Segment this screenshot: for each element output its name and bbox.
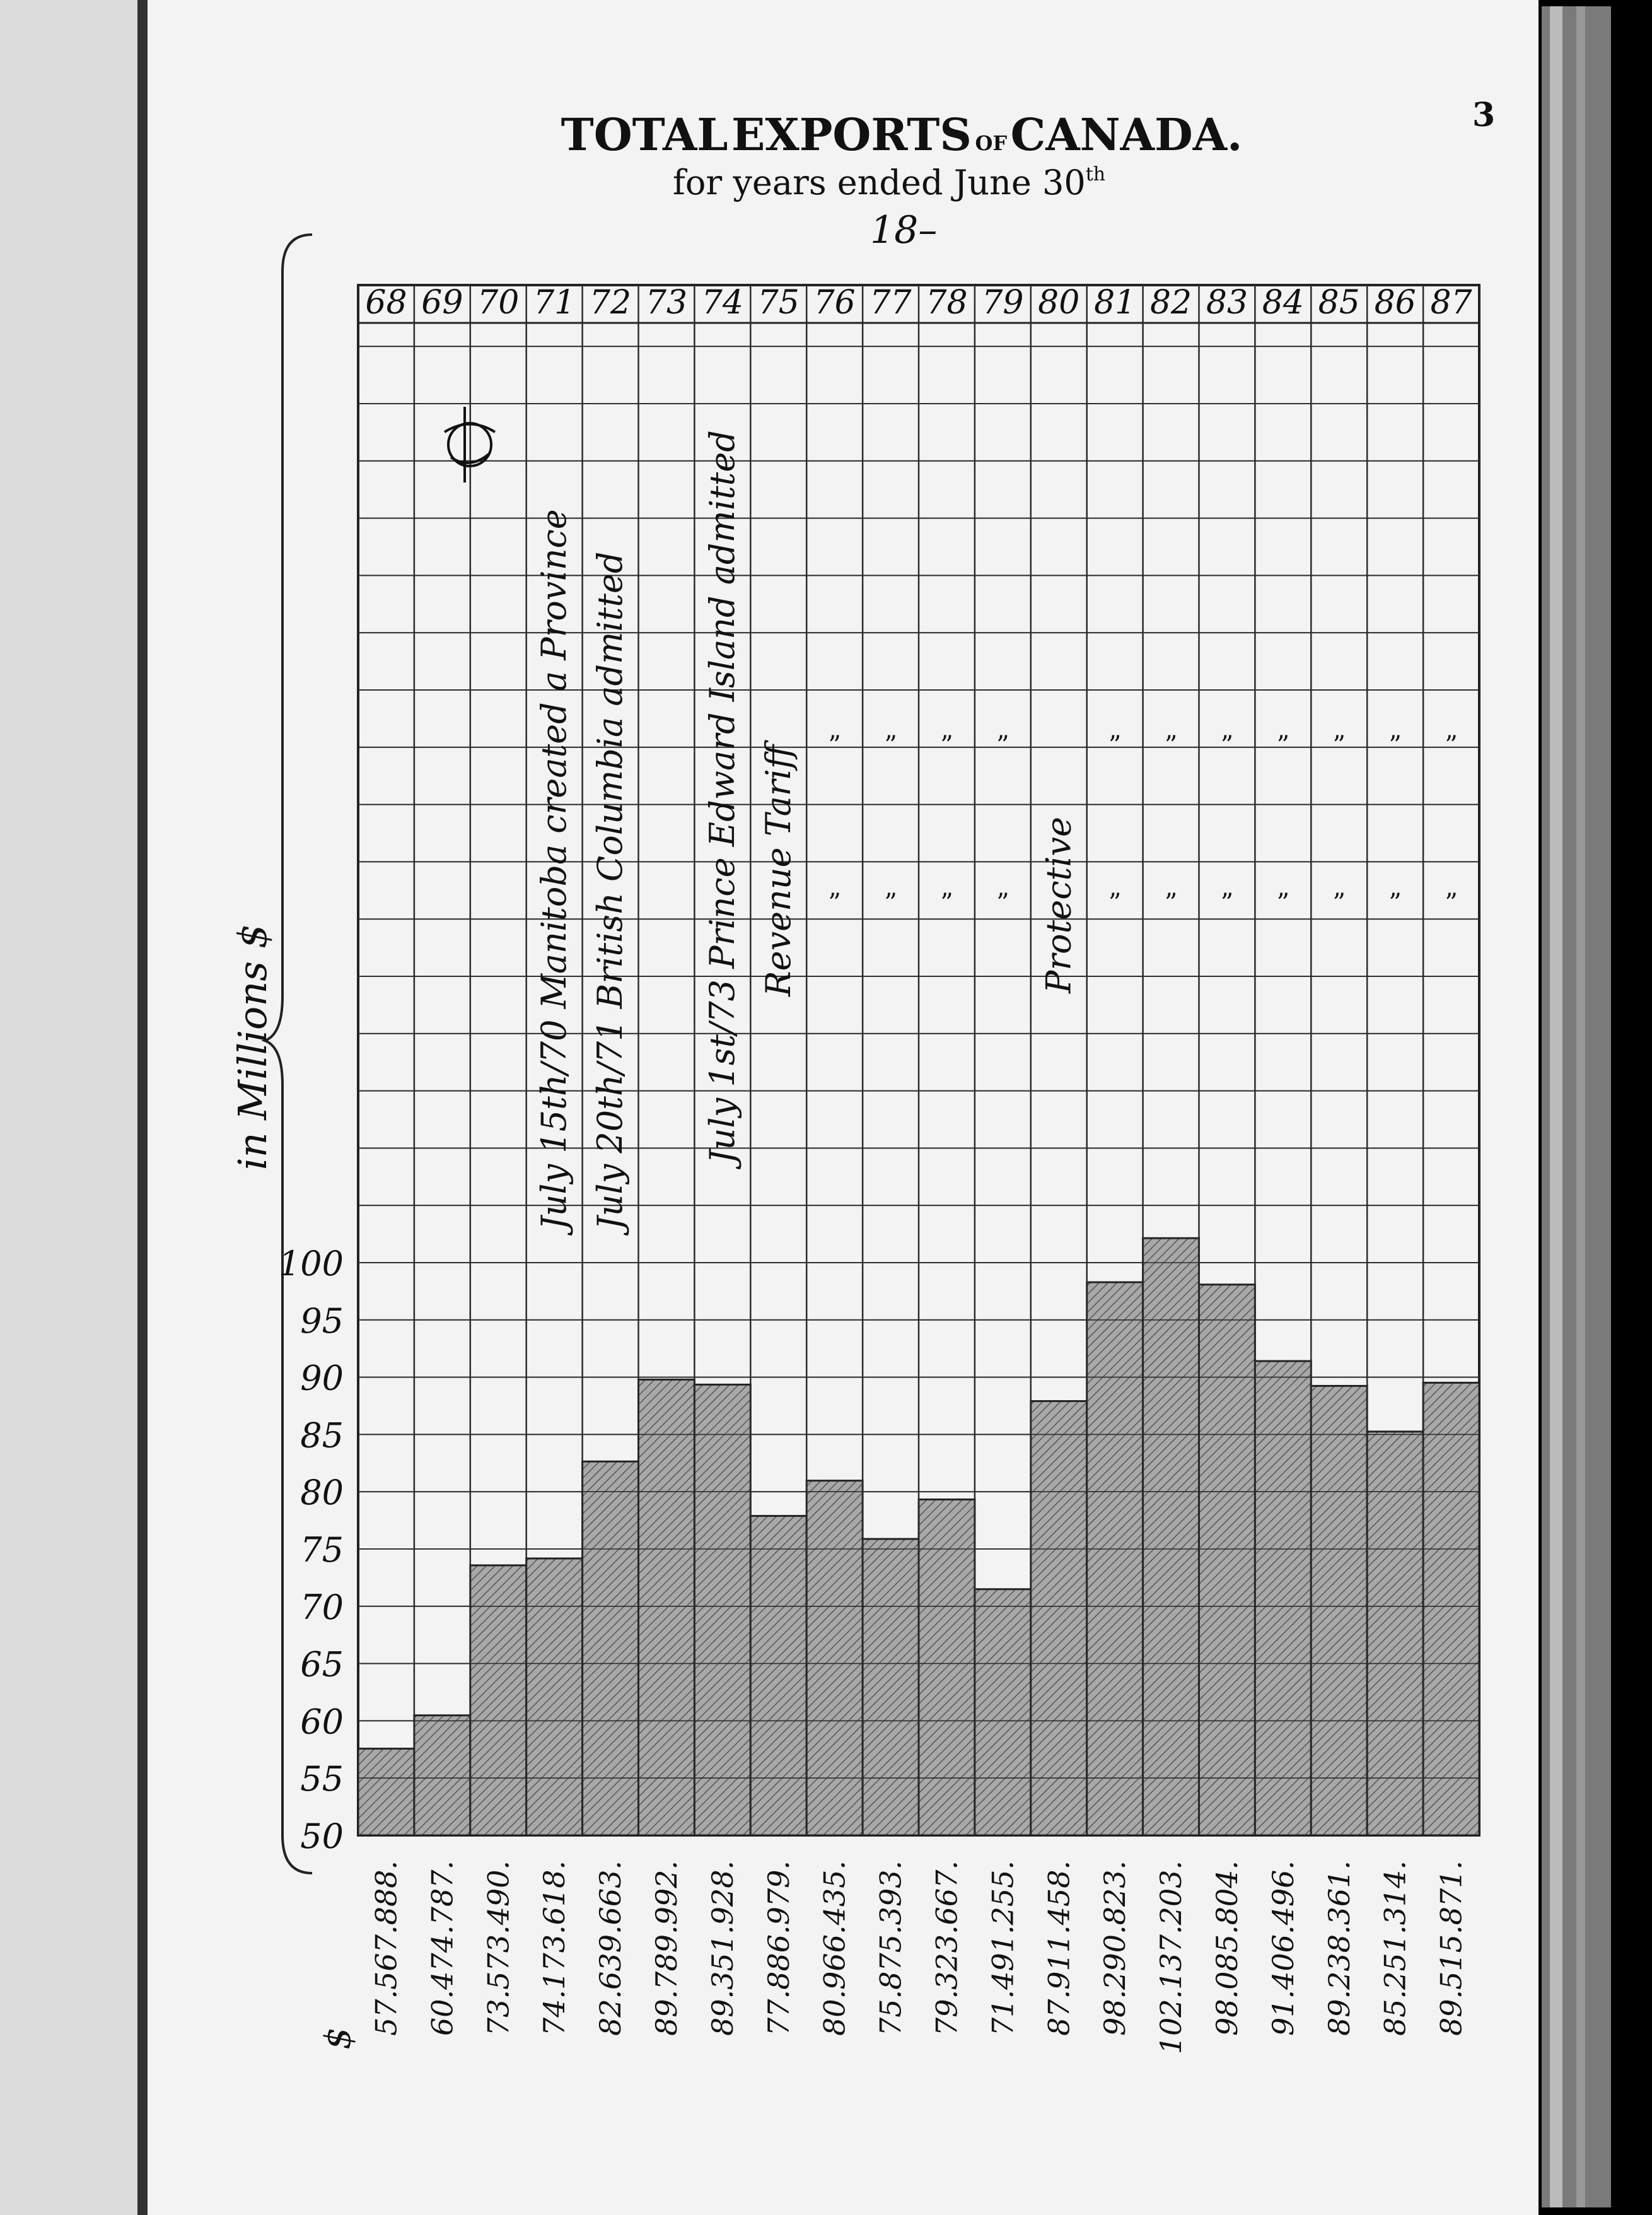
value-label-76: 80.966.435.	[817, 1861, 852, 2036]
page-gutter	[137, 0, 148, 2215]
page-number: 3	[1472, 96, 1496, 134]
subtitle-main: for years ended June 30	[672, 163, 1086, 202]
ditto-mark: ”	[1164, 731, 1178, 760]
left-page-fragment	[0, 0, 139, 2215]
ditto-mark: ”	[996, 889, 1009, 918]
bar-79	[975, 1589, 1031, 1835]
ditto-mark: ”	[1388, 731, 1402, 760]
value-label-79: 71.491.255.	[986, 1861, 1020, 2036]
currency-symbol: $	[318, 2027, 359, 2050]
bar-82	[1143, 1238, 1199, 1835]
value-label-72: 82.639.663.	[593, 1861, 628, 2036]
value-label-68: 57.567.888.	[369, 1861, 404, 2036]
ditto-mark: ”	[1220, 731, 1234, 760]
annotation-74: July 1st/73 Prince Edward Island admitted	[702, 430, 742, 1164]
ditto-mark: ”	[1220, 889, 1234, 918]
value-label-87: 89.515.871.	[1434, 1861, 1469, 2036]
x-tick-82: 82	[1149, 284, 1192, 322]
bar-72	[583, 1461, 639, 1835]
chart-title	[561, 108, 1243, 161]
bar-87	[1423, 1382, 1479, 1835]
ditto-mark: ”	[884, 889, 897, 918]
ditto-mark: ”	[1388, 889, 1402, 918]
value-label-86: 85.251.314.	[1378, 1861, 1412, 2036]
bar-71	[526, 1558, 583, 1835]
subtitle-sup: th	[1085, 163, 1106, 185]
ditto-mark: ”	[1108, 889, 1122, 918]
x-tick-74: 74	[701, 284, 743, 322]
value-label-69: 60.474.787.	[425, 1861, 460, 2036]
value-label-78: 79.323.667.	[929, 1861, 964, 2036]
x-tick-75: 75	[757, 284, 800, 322]
x-tick-69: 69	[421, 284, 463, 322]
ditto-mark: ”	[1108, 731, 1122, 760]
value-label-82: 102.137.203.	[1154, 1861, 1189, 2055]
x-tick-76: 76	[813, 284, 856, 322]
value-label-71: 74.173.618.	[537, 1861, 572, 2036]
year-prefix: 18–	[870, 208, 938, 252]
ditto-mark: ”	[884, 731, 897, 760]
ditto-mark: ”	[940, 889, 953, 918]
ditto-mark: ”	[1445, 731, 1458, 760]
x-tick-86: 86	[1374, 284, 1416, 322]
annotation-75: Revenue Tariff	[758, 744, 798, 996]
bar-77	[863, 1539, 919, 1835]
bar-81	[1087, 1282, 1143, 1835]
y-tick-75: 75	[300, 1530, 344, 1570]
y-tick-80: 80	[300, 1473, 344, 1513]
value-label-85: 89.238.361.	[1322, 1861, 1356, 2036]
value-label-75: 77.886.979.	[761, 1861, 796, 2036]
bar-76	[806, 1481, 863, 1835]
value-label-77: 75.875.393.	[873, 1861, 908, 2036]
x-tick-78: 78	[926, 284, 968, 322]
ditto-mark: ”	[1276, 889, 1290, 918]
value-label-83: 98.085.804.	[1209, 1861, 1244, 2036]
y-tick-55: 55	[300, 1759, 344, 1799]
value-label-74: 89.351.928.	[705, 1861, 740, 2036]
y-axis-label: in Millions $	[230, 923, 276, 1171]
value-label-73: 89.789.992.	[649, 1861, 683, 2036]
value-label-81: 98.290.823.	[1098, 1861, 1132, 2036]
x-tick-79: 79	[982, 284, 1024, 322]
bar-80	[1031, 1401, 1087, 1835]
bar-83	[1199, 1285, 1255, 1835]
ditto-mark: ”	[1164, 889, 1178, 918]
x-tick-68: 68	[365, 284, 407, 322]
x-tick-72: 72	[589, 284, 632, 322]
ditto-mark: ”	[996, 731, 1009, 760]
bar-74	[694, 1384, 750, 1835]
x-tick-70: 70	[477, 284, 520, 322]
ditto-mark: ”	[1332, 731, 1346, 760]
value-label-70: 73.573.490.	[481, 1861, 516, 2036]
value-label-84: 91.406.496.	[1265, 1861, 1300, 2036]
y-tick-100: 100	[278, 1244, 344, 1283]
y-tick-85: 85	[300, 1415, 344, 1456]
bar-68	[358, 1749, 414, 1835]
annotation-80: Protective	[1038, 817, 1079, 993]
ditto-mark: ”	[940, 731, 953, 760]
y-tick-90: 90	[300, 1358, 344, 1398]
bar-69	[414, 1715, 470, 1835]
annotation-72: July 20th/71 British Columbia admitted	[590, 551, 631, 1230]
bars	[358, 285, 1479, 1835]
annotation-71: July 15th/70 Manitoba created a Province	[534, 509, 574, 1230]
x-tick-73: 73	[645, 284, 688, 322]
y-tick-60: 60	[300, 1702, 344, 1742]
title-word-canada: CANADA.	[1010, 108, 1243, 161]
ditto-mark: ”	[1445, 889, 1458, 918]
x-tick-87: 87	[1430, 284, 1472, 322]
y-tick-70: 70	[300, 1587, 344, 1627]
bar-73	[639, 1379, 695, 1835]
bar-75	[750, 1516, 806, 1835]
x-tick-84: 84	[1262, 284, 1304, 322]
ditto-mark: ”	[828, 889, 841, 918]
title-word-exports: EXPORTS	[731, 108, 972, 161]
chart-subtitle	[673, 163, 1105, 202]
x-tick-71: 71	[533, 284, 576, 322]
bar-78	[919, 1499, 975, 1835]
x-tick-81: 81	[1094, 284, 1136, 322]
x-tick-80: 80	[1038, 284, 1080, 322]
y-tick-50: 50	[300, 1816, 344, 1856]
title-word-of: OF	[975, 131, 1008, 155]
bar-84	[1255, 1361, 1311, 1835]
y-tick-65: 65	[300, 1644, 344, 1685]
ditto-mark: ”	[828, 731, 841, 760]
ditto-mark: ”	[1276, 731, 1290, 760]
x-tick-85: 85	[1318, 284, 1360, 322]
ditto-mark: ”	[1332, 889, 1346, 918]
x-tick-77: 77	[870, 284, 912, 322]
value-label-80: 87.911.458.	[1042, 1861, 1076, 2036]
title-word-total: TOTAL	[561, 108, 728, 161]
bar-85	[1311, 1386, 1367, 1835]
x-tick-83: 83	[1206, 284, 1248, 322]
y-tick-95: 95	[300, 1300, 344, 1341]
